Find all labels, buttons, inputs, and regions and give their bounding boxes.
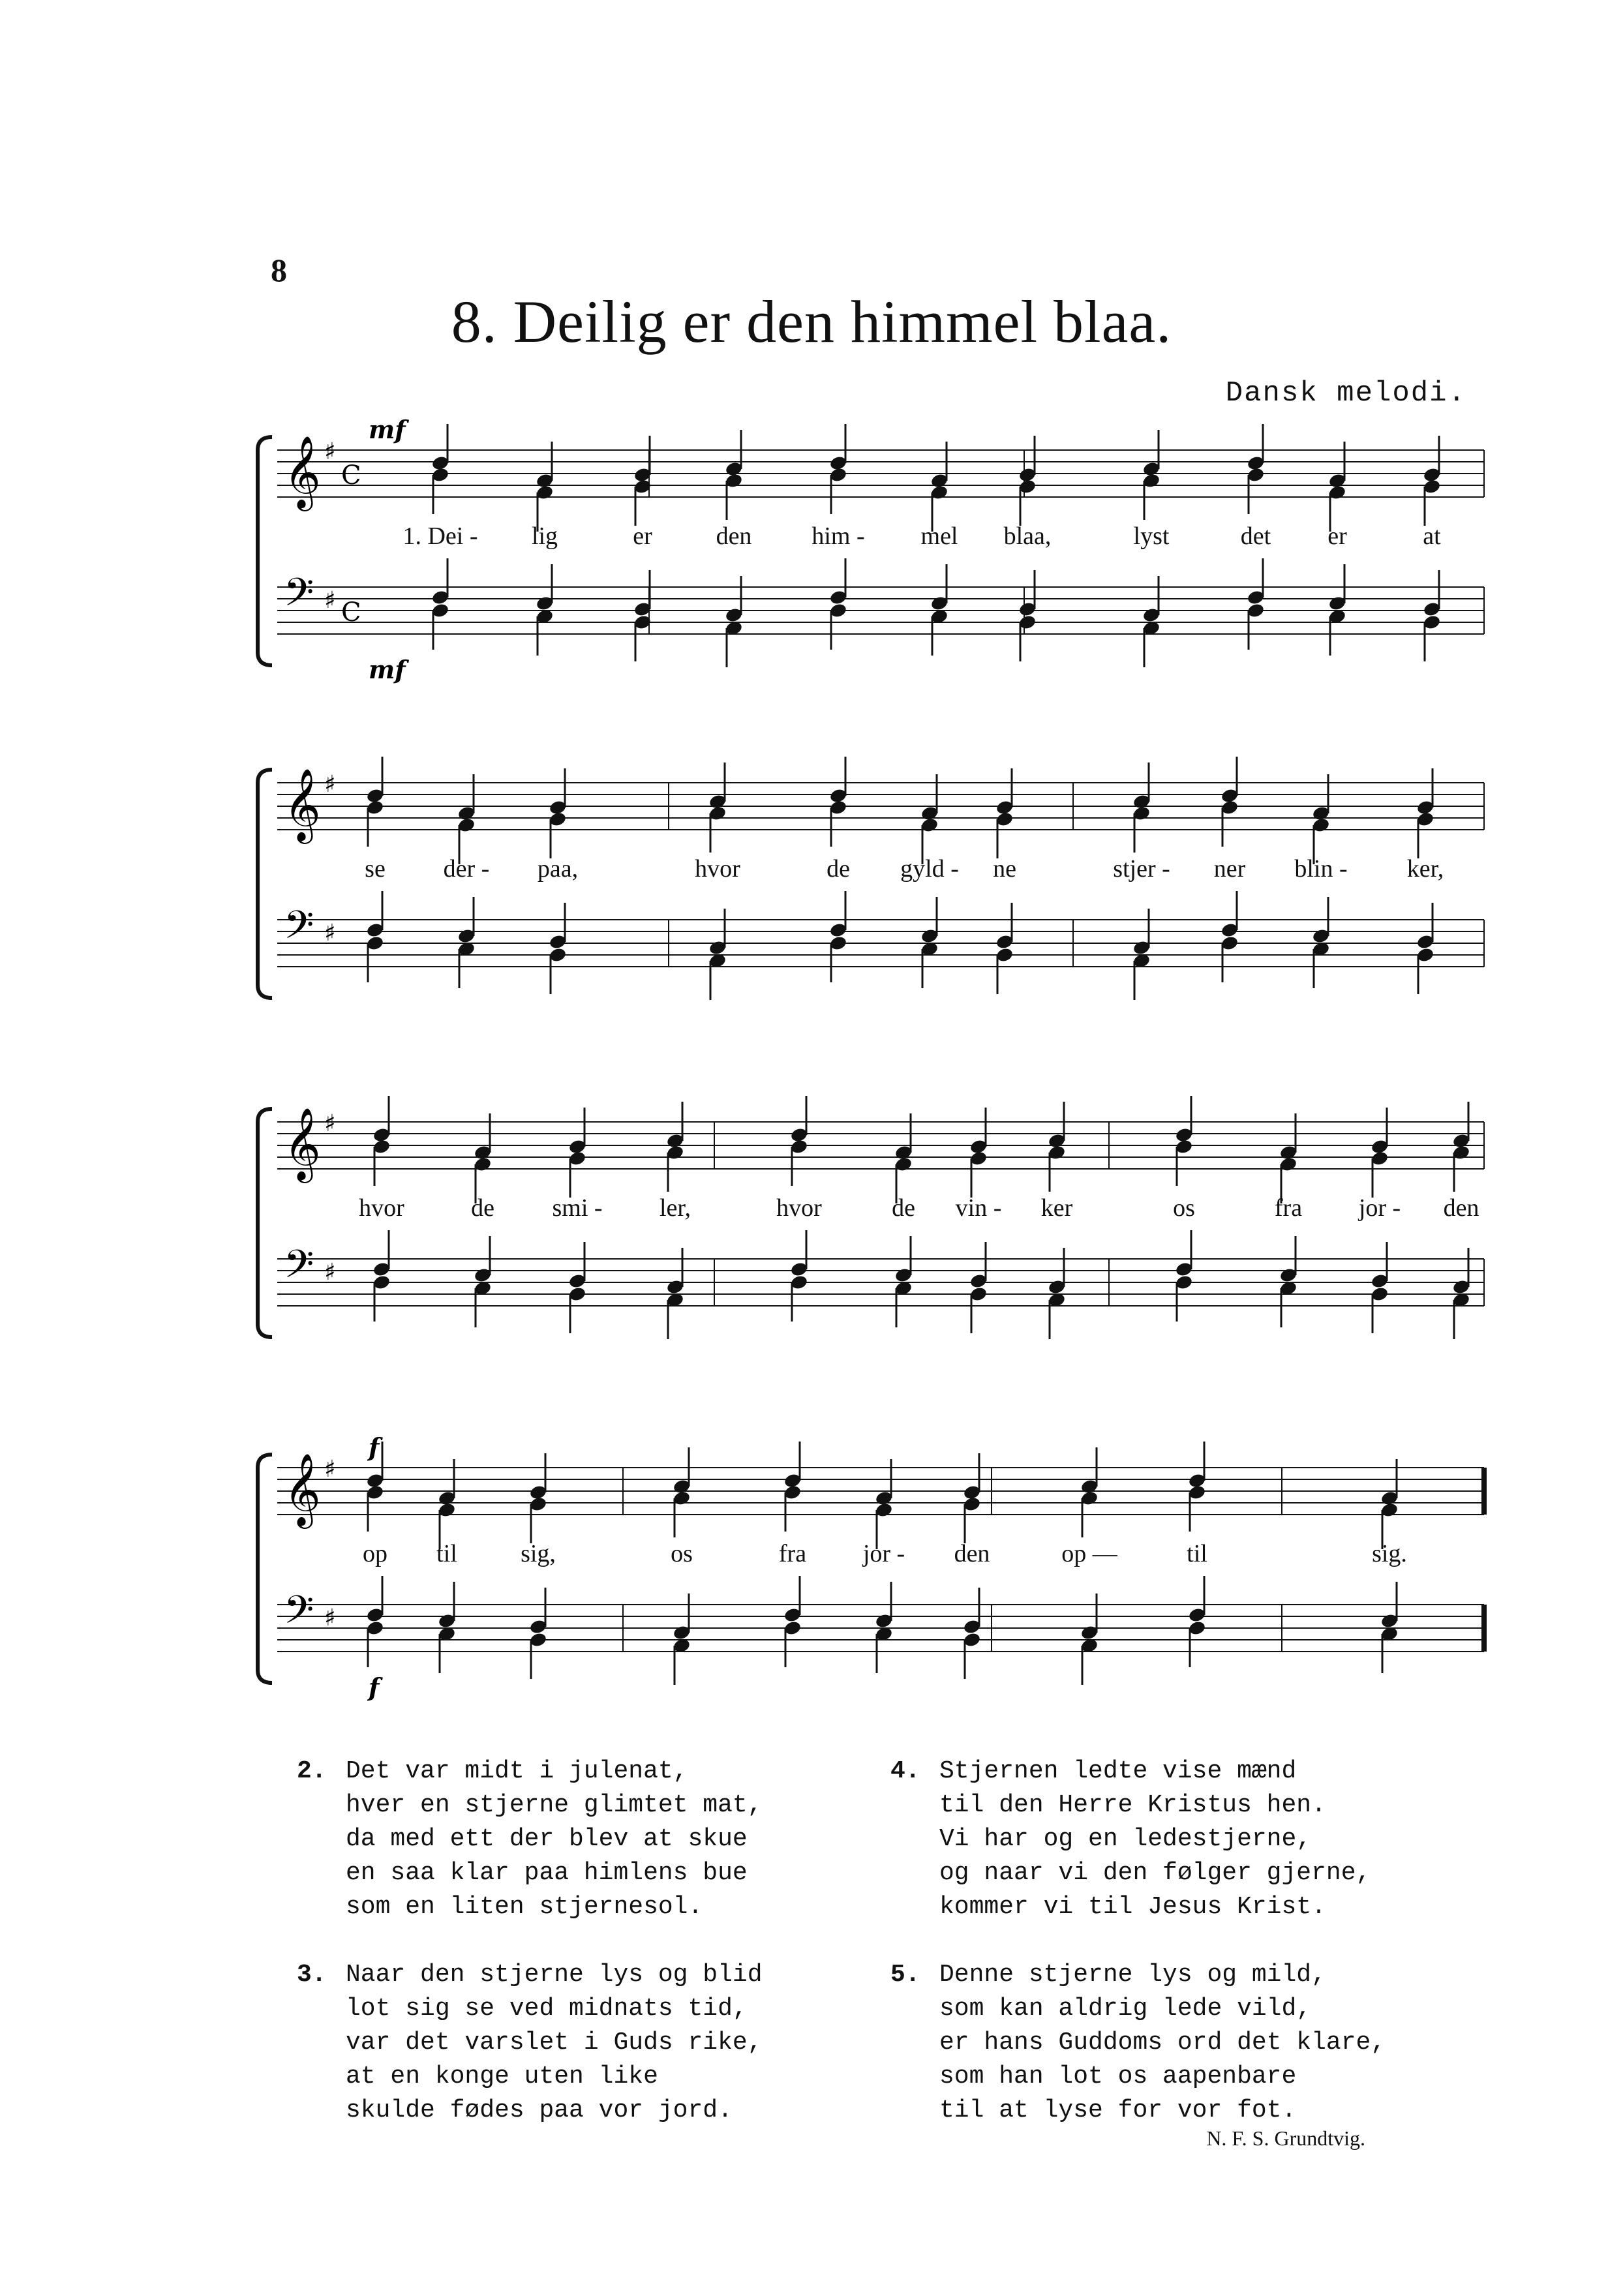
- lyric-syllable: op: [363, 1540, 387, 1567]
- lyric-syllable: ler,: [659, 1194, 691, 1222]
- verse-number: 2.: [297, 1757, 327, 1785]
- bass-clef-icon: 𝄢: [284, 569, 314, 624]
- page-number: 8: [271, 252, 287, 288]
- verse-line: var det varslet i Guds rike,: [346, 2029, 763, 2057]
- lyric-syllable: stjer -: [1113, 855, 1170, 883]
- lyric-syllable: ner: [1213, 855, 1246, 883]
- lyric-syllable: til: [436, 1540, 457, 1567]
- verse-line: Naar den stjerne lys og blid: [346, 1961, 763, 1989]
- composer-credit: Dansk melodi.: [1225, 377, 1466, 410]
- sharp-icon: ♯: [324, 1110, 336, 1137]
- lyric-syllable: det: [1240, 522, 1271, 550]
- dynamic-marking-bottom: f: [369, 1672, 380, 1702]
- verse-column-right: [890, 1755, 1386, 2162]
- lyric-syllable: til: [1187, 1540, 1207, 1567]
- lyric-syllable: hvor: [359, 1194, 404, 1222]
- lyric-syllable: sig,: [521, 1540, 556, 1567]
- verse-line: skulde fødes paa vor jord.: [346, 2096, 733, 2124]
- lyric-syllable: de: [892, 1194, 915, 1222]
- score-system-1: [258, 415, 1484, 684]
- verse-line: som kan aldrig lede vild,: [939, 1995, 1312, 2023]
- score-system-2: [258, 757, 1484, 991]
- dynamic-marking-top: mf: [369, 415, 406, 444]
- verse-line: til at lyse for vor fot.: [939, 2096, 1297, 2124]
- lyric-syllable: den: [1443, 1194, 1479, 1222]
- treble-clef-icon: 𝄞: [284, 768, 321, 841]
- lyric-syllable: de: [471, 1194, 494, 1222]
- verse-line: som han lot os aapenbare: [939, 2062, 1297, 2091]
- verse-line: Stjernen ledte vise mænd: [939, 1757, 1297, 1785]
- lyric-syllable: 1. Dei -: [402, 522, 478, 550]
- sharp-icon: ♯: [324, 920, 336, 946]
- common-time-icon: C: [341, 597, 361, 627]
- sharp-icon: ♯: [324, 438, 336, 465]
- lyric-syllable: os: [671, 1540, 693, 1567]
- sharp-icon: ♯: [324, 1259, 336, 1286]
- lyric-syllable: de: [827, 855, 850, 883]
- sharp-icon: ♯: [324, 1605, 336, 1631]
- verse-column-left: [297, 1755, 763, 2162]
- system-bracket: [258, 770, 272, 998]
- bass-clef-icon: 𝄢: [284, 902, 314, 957]
- verse-line: kommer vi til Jesus Krist.: [939, 1893, 1326, 1921]
- lyric-syllable: blaa,: [1003, 522, 1052, 550]
- lyric-syllable: vin -: [955, 1194, 1002, 1222]
- bass-clef-icon: 𝄢: [284, 1587, 314, 1642]
- lyric-syllable: sig.: [1372, 1540, 1407, 1567]
- score-system-3: [258, 1096, 1484, 1331]
- lyric-syllable: blin -: [1294, 855, 1348, 883]
- sharp-icon: ♯: [324, 587, 336, 614]
- lyric-syllable: den: [716, 522, 752, 550]
- lyric-syllable: hvor: [695, 855, 740, 883]
- lyric-syllable: er: [633, 522, 652, 550]
- verse-line: lot sig se ved midnats tid,: [346, 1995, 748, 2023]
- lyric-syllable: fra: [1274, 1194, 1303, 1222]
- lyric-syllable: se: [365, 855, 386, 883]
- system-bracket: [258, 1455, 272, 1683]
- lyric-syllable: op —: [1061, 1540, 1117, 1567]
- lyric-syllable: mel: [920, 522, 958, 550]
- sharp-icon: ♯: [324, 1456, 336, 1483]
- lyric-syllable: hvor: [776, 1194, 822, 1222]
- lyric-syllable: der -: [443, 855, 490, 883]
- verse-3: [297, 1958, 763, 2128]
- verse-5: [890, 1958, 1386, 2128]
- lyric-syllable: ne: [993, 855, 1016, 883]
- lyric-syllable: ker,: [1406, 855, 1444, 883]
- verse-line: hver en stjerne glimtet mat,: [346, 1791, 763, 1819]
- lyric-syllable: os: [1173, 1194, 1195, 1222]
- treble-clef-icon: 𝄞: [284, 435, 321, 508]
- verse-line: at en konge uten like: [346, 2062, 658, 2091]
- lyric-syllable: at: [1423, 522, 1441, 550]
- verse-line: en saa klar paa himlens bue: [346, 1859, 748, 1887]
- verse-number: 4.: [890, 1757, 920, 1785]
- verse-line: er hans Guddoms ord det klare,: [939, 2029, 1386, 2057]
- verse-line: da med ett der blev at skue: [346, 1825, 748, 1853]
- verse-2: [297, 1755, 763, 1924]
- common-time-icon: C: [341, 461, 361, 491]
- lyric-syllable: lyst: [1133, 522, 1170, 550]
- verse-number: 3.: [297, 1961, 327, 1989]
- lyric-syllable: jor -: [862, 1540, 905, 1567]
- bass-clef-icon: 𝄢: [284, 1241, 314, 1296]
- system-bracket: [258, 437, 272, 665]
- sharp-icon: ♯: [324, 771, 336, 798]
- dynamic-marking-bottom: mf: [369, 655, 406, 684]
- lyricist-credit: N. F. S. Grundtvig.: [1206, 2126, 1365, 2150]
- lyric-syllable: den: [954, 1540, 990, 1567]
- lyric-syllable: paa,: [537, 855, 579, 883]
- lyric-syllable: him -: [811, 522, 865, 550]
- lyric-syllable: fra: [778, 1540, 807, 1567]
- hymn-title: 8. Deilig er den himmel blaa.: [451, 288, 1172, 355]
- verse-line: Denne stjerne lys og mild,: [939, 1961, 1326, 1989]
- treble-clef-icon: 𝄞: [284, 1107, 321, 1180]
- lyric-syllable: er: [1327, 522, 1347, 550]
- verse-line: til den Herre Kristus hen.: [939, 1791, 1326, 1819]
- lyric-syllable: gyld -: [900, 855, 959, 883]
- verse-line: og naar vi den følger gjerne,: [939, 1859, 1371, 1887]
- lyric-syllable: jor -: [1358, 1194, 1401, 1222]
- lyric-syllable: smi -: [552, 1194, 603, 1222]
- verse-line: Vi har og en ledestjerne,: [939, 1825, 1312, 1853]
- lyric-syllable: lig: [531, 522, 558, 550]
- verse-number: 5.: [890, 1961, 920, 1989]
- dynamic-marking-top: f: [369, 1432, 380, 1462]
- lyric-syllable: ker: [1040, 1194, 1073, 1222]
- system-bracket: [258, 1109, 272, 1337]
- score-system-4: [258, 1432, 1484, 1702]
- verse-line: Det var midt i julenat,: [346, 1757, 688, 1785]
- verse-line: som en liten stjernesol.: [346, 1893, 703, 1921]
- verse-4: [890, 1755, 1386, 1924]
- treble-clef-icon: 𝄞: [284, 1453, 321, 1526]
